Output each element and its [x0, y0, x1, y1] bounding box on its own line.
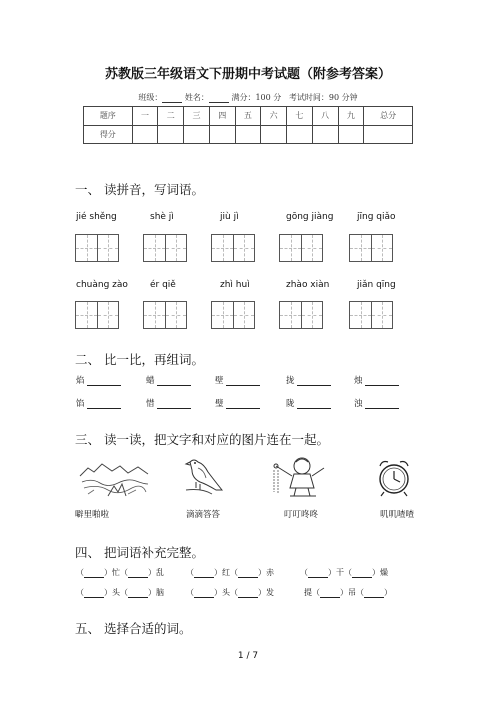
writing-grid[interactable]: [75, 301, 119, 329]
score-table: [83, 106, 413, 144]
alarm-clock-illustration: [374, 456, 414, 498]
score-header-cell: 九: [338, 107, 364, 126]
idiom-blank[interactable]: [84, 569, 104, 578]
idiom-blank[interactable]: [194, 569, 214, 578]
answer-line[interactable]: [87, 399, 121, 409]
exam-info: [0, 92, 496, 103]
score-header-cell: 八: [312, 107, 338, 126]
score-row-label: 得分: [84, 125, 133, 144]
idiom-part: ）干（: [328, 568, 352, 577]
char: 浊: [354, 399, 363, 409]
idiom-blank[interactable]: [84, 589, 104, 598]
idiom-part: ）乱: [148, 568, 164, 577]
writing-grid[interactable]: [279, 234, 323, 262]
score-header-cell: 七: [287, 107, 313, 126]
pinyin-label: shè jì: [150, 212, 174, 222]
score-cell[interactable]: [184, 125, 210, 144]
score-header-cell: 六: [261, 107, 287, 126]
onomatopoeia-caption[interactable]: 叽叽喳喳: [380, 510, 415, 520]
compare-char: [76, 374, 121, 386]
idiom-part: （: [186, 568, 194, 577]
onomatopoeia-caption[interactable]: 噼里啪啦: [75, 510, 110, 520]
char: 烛: [354, 376, 363, 386]
child-illustration: [270, 454, 334, 500]
answer-line[interactable]: [297, 399, 331, 409]
score-header-cell: 总分: [364, 107, 413, 126]
class-blank: [162, 94, 182, 103]
score-cell[interactable]: [261, 125, 287, 144]
idiom-part: ）赤: [258, 568, 274, 577]
idiom-blank[interactable]: [238, 589, 258, 598]
idiom-fill: [186, 587, 274, 598]
idiom-blank[interactable]: [364, 589, 384, 598]
idiom-part: ）头（: [214, 588, 238, 597]
idiom-part: （: [300, 568, 308, 577]
score-cell[interactable]: [312, 125, 338, 144]
compare-char: [146, 397, 191, 409]
compare-char: [215, 397, 260, 409]
writing-grid[interactable]: [143, 301, 187, 329]
section-2-heading: 二、 比一比，再组词。: [75, 352, 204, 367]
score-header-cell: 五: [235, 107, 261, 126]
score-header-cell: 二: [158, 107, 184, 126]
idiom-part: （: [186, 588, 194, 597]
idiom-part: ）发: [258, 588, 274, 597]
char: 拢: [286, 376, 295, 386]
writing-grid[interactable]: [279, 301, 323, 329]
pinyin-label: gōng jiàng: [286, 212, 334, 222]
section-1-heading: 一、 读拼音，写词语。: [75, 182, 204, 197]
score-cell[interactable]: [338, 125, 364, 144]
idiom-part: （: [76, 568, 84, 577]
char: 陇: [286, 399, 295, 409]
compare-char: [286, 374, 331, 386]
writing-grid[interactable]: [349, 301, 393, 329]
score-header-cell: 四: [209, 107, 235, 126]
score-table-header: [84, 107, 413, 126]
idiom-part: 提（: [304, 588, 320, 597]
pinyin-label: zhì huì: [220, 280, 250, 290]
bird-illustration: [182, 454, 228, 500]
idiom-fill: [300, 567, 388, 578]
score-header-cell: 三: [184, 107, 210, 126]
idiom-blank[interactable]: [194, 589, 214, 598]
idiom-part: ）忙（: [104, 568, 128, 577]
score-table-row: [84, 125, 413, 144]
name-blank: [209, 94, 229, 103]
idiom-fill: [76, 567, 164, 578]
char: 馅: [76, 399, 85, 409]
pinyin-label: chuàng zào: [76, 280, 128, 290]
idiom-part: ）: [384, 588, 392, 597]
answer-line[interactable]: [226, 399, 260, 409]
idiom-part: ）脑: [148, 588, 164, 597]
idiom-blank[interactable]: [308, 569, 328, 578]
onomatopoeia-caption[interactable]: 叮叮咚咚: [284, 510, 319, 520]
answer-line[interactable]: [87, 376, 121, 386]
answer-line[interactable]: [157, 376, 191, 386]
writing-grid[interactable]: [143, 234, 187, 262]
section-3-heading: 三、 读一读，把文字和对应的图片连在一起。: [75, 432, 329, 447]
score-cell[interactable]: [364, 125, 413, 144]
writing-grid[interactable]: [75, 234, 119, 262]
idiom-fill: [186, 567, 274, 578]
idiom-part: ）红（: [214, 568, 238, 577]
full-score: 满分：100 分: [231, 93, 282, 102]
char: 蜡: [146, 376, 155, 386]
idiom-part: （: [76, 588, 84, 597]
compare-char: [354, 374, 399, 386]
score-header-cell: 题序: [84, 107, 133, 126]
compare-char: [354, 397, 399, 409]
answer-line[interactable]: [297, 376, 331, 386]
answer-line[interactable]: [226, 376, 260, 386]
idiom-blank[interactable]: [128, 589, 148, 598]
score-cell[interactable]: [287, 125, 313, 144]
score-header-cell: 一: [132, 107, 158, 126]
compare-char: [146, 374, 191, 386]
compare-char: [215, 374, 260, 386]
pinyin-label: ér qiě: [150, 280, 176, 290]
pinyin-label: jiǎn qīng: [357, 280, 396, 290]
idiom-fill: [76, 587, 164, 598]
page-number: 1 / 7: [237, 651, 259, 661]
exam-time: 考试时间：90 分钟: [288, 93, 358, 102]
page-title: 苏教版三年级语文下册期中考试题（附参考答案）: [104, 67, 391, 82]
writing-grid[interactable]: [211, 234, 255, 262]
idiom-part: ）吊（: [340, 588, 364, 597]
pinyin-label: jīng qiǎo: [357, 212, 396, 222]
idiom-blank[interactable]: [238, 569, 258, 578]
name-label: 姓名：: [184, 93, 209, 102]
answer-line[interactable]: [157, 399, 191, 409]
pinyin-label: zhào xiàn: [286, 280, 330, 290]
compare-char: [76, 397, 121, 409]
score-cell[interactable]: [235, 125, 261, 144]
char: 壁: [215, 376, 224, 386]
idiom-part: ）头（: [104, 588, 128, 597]
char: 焰: [76, 376, 85, 386]
answer-line[interactable]: [365, 399, 399, 409]
class-label: 班级：: [138, 93, 163, 102]
writing-grid[interactable]: [349, 234, 393, 262]
idiom-blank[interactable]: [352, 569, 372, 578]
writing-grid[interactable]: [211, 301, 255, 329]
idiom-blank[interactable]: [128, 569, 148, 578]
answer-line[interactable]: [365, 376, 399, 386]
section-5-heading: 五、 选择合适的词。: [75, 621, 192, 636]
char: 璧: [215, 399, 224, 409]
score-cell[interactable]: [132, 125, 158, 144]
idiom-blank[interactable]: [320, 589, 340, 598]
landscape-illustration: [78, 456, 150, 498]
pinyin-label: jiù jì: [220, 212, 239, 222]
section-4-heading: 四、 把词语补充完整。: [75, 545, 204, 560]
onomatopoeia-caption[interactable]: 滴滴答答: [186, 510, 221, 520]
score-cell[interactable]: [209, 125, 235, 144]
idiom-part: ）燥: [372, 568, 388, 577]
score-cell[interactable]: [158, 125, 184, 144]
compare-char: [286, 397, 331, 409]
pinyin-label: jié shěng: [76, 212, 117, 222]
char: 惜: [146, 399, 155, 409]
idiom-fill: [304, 587, 392, 598]
